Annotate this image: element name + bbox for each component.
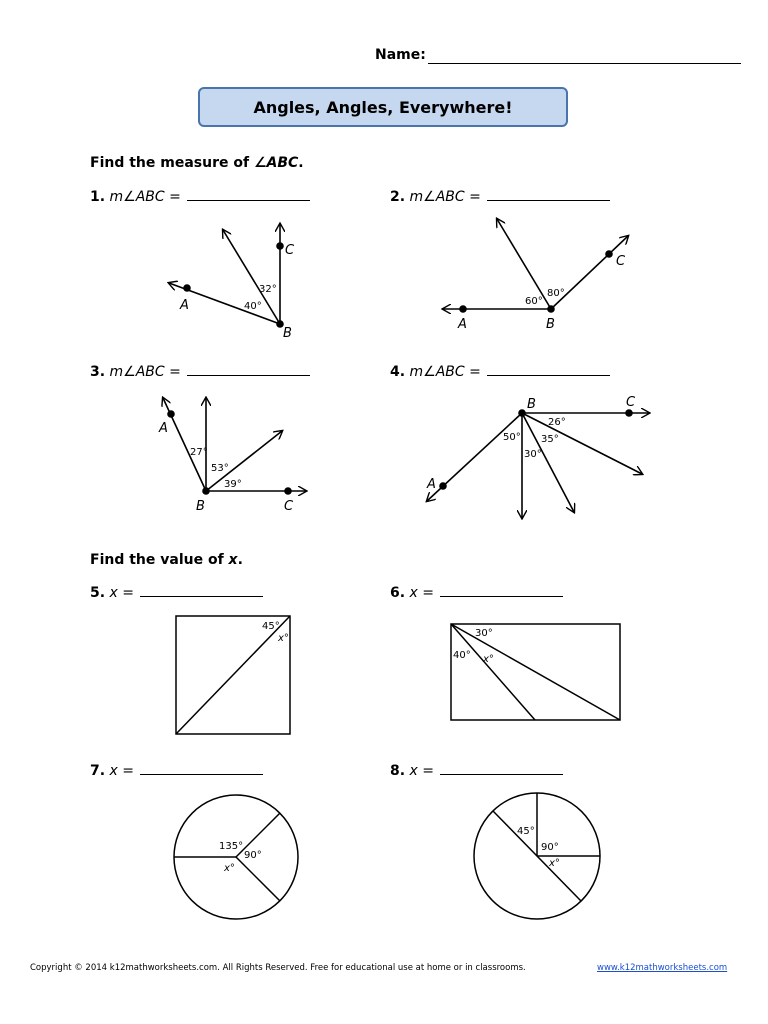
instruction-text: Find the value of bbox=[90, 552, 229, 568]
measure-symbol: m bbox=[409, 364, 424, 380]
problem-number: 5. bbox=[90, 585, 106, 601]
point-c bbox=[276, 242, 284, 250]
website-link[interactable]: www.k12mathworksheets.com bbox=[597, 963, 728, 973]
vertex-b bbox=[518, 409, 526, 417]
angle-label: 53° bbox=[211, 463, 229, 474]
angle-name: ∠ABC bbox=[423, 189, 465, 205]
name-label: Name: bbox=[375, 47, 426, 63]
figure-8 bbox=[474, 793, 600, 919]
radius-lower bbox=[236, 857, 280, 901]
instruction-text: Find the measure of bbox=[90, 155, 254, 171]
variable: x bbox=[409, 763, 418, 779]
vertex-b bbox=[202, 487, 210, 495]
angle-label: 40° bbox=[453, 650, 471, 661]
variable: x bbox=[109, 585, 118, 601]
equals-sign: = bbox=[417, 585, 434, 601]
equals-sign: = bbox=[164, 364, 181, 380]
angle-x-label: x° bbox=[549, 858, 560, 869]
angle-label: 35° bbox=[541, 434, 559, 445]
angle-label: 90° bbox=[244, 850, 262, 861]
angle-label: 45° bbox=[262, 621, 280, 632]
angle-label: 90° bbox=[541, 842, 559, 853]
problem-number: 2. bbox=[390, 189, 406, 205]
label-b: B bbox=[527, 397, 536, 412]
angle-label: 32° bbox=[259, 284, 277, 295]
problem-number: 6. bbox=[390, 585, 406, 601]
angle-label: 135° bbox=[219, 841, 244, 852]
angle-label: 80° bbox=[547, 288, 565, 299]
angle-label: 39° bbox=[224, 479, 242, 490]
copyright-text: Copyright © 2014 k12mathworksheets.com. All Rights Reserved. Free for educational use at home or in classrooms. bbox=[30, 963, 526, 973]
figure-5 bbox=[176, 616, 290, 734]
angle-label: 40° bbox=[244, 301, 262, 312]
measure-symbol: m bbox=[109, 189, 124, 205]
figure-3 bbox=[163, 398, 306, 491]
label-b: B bbox=[546, 317, 555, 332]
angle-name: ∠ABC bbox=[423, 364, 465, 380]
equals-sign: = bbox=[417, 763, 434, 779]
label-c: C bbox=[616, 254, 626, 269]
angle-label: 27° bbox=[190, 447, 208, 458]
ray-middle bbox=[206, 431, 282, 491]
problem-number: 8. bbox=[390, 763, 406, 779]
problem-number: 1. bbox=[90, 189, 106, 205]
ray-middle-2 bbox=[522, 413, 642, 474]
instruction-period: . bbox=[237, 552, 243, 568]
instruction-variable: x bbox=[228, 552, 238, 568]
label-c: C bbox=[284, 499, 294, 514]
label-a: A bbox=[427, 477, 436, 492]
point-a bbox=[183, 284, 191, 292]
segment-1 bbox=[451, 624, 535, 720]
label-b: B bbox=[283, 326, 292, 341]
problem-number: 7. bbox=[90, 763, 106, 779]
angle-name: ∠ABC bbox=[123, 364, 165, 380]
equals-sign: = bbox=[464, 189, 481, 205]
angle-label: 26° bbox=[548, 417, 566, 428]
point-a bbox=[439, 482, 447, 490]
variable: x bbox=[109, 763, 118, 779]
equals-sign: = bbox=[164, 189, 181, 205]
worksheet-title-text: Angles, Angles, Everywhere! bbox=[253, 97, 513, 117]
point-a bbox=[459, 305, 467, 313]
equals-sign: = bbox=[464, 364, 481, 380]
label-a: A bbox=[458, 317, 467, 332]
problem-number: 3. bbox=[90, 364, 106, 380]
label-a: A bbox=[180, 298, 189, 313]
angle-label: 45° bbox=[517, 826, 535, 837]
equals-sign: = bbox=[117, 585, 134, 601]
measure-symbol: m bbox=[409, 189, 424, 205]
angle-name: ∠ABC bbox=[123, 189, 165, 205]
label-b: B bbox=[196, 499, 205, 514]
angle-label: 30° bbox=[524, 449, 542, 460]
label-c: C bbox=[626, 395, 636, 410]
variable: x bbox=[409, 585, 418, 601]
label-c: C bbox=[285, 243, 295, 258]
figure-4 bbox=[427, 413, 649, 518]
angle-x-label: x° bbox=[483, 654, 494, 665]
vertex-b bbox=[547, 305, 555, 313]
diagonal bbox=[176, 616, 290, 734]
ray-middle bbox=[497, 219, 551, 309]
point-c bbox=[284, 487, 292, 495]
angle-label: 60° bbox=[525, 296, 543, 307]
problem-number: 4. bbox=[390, 364, 406, 380]
angle-x-label: x° bbox=[224, 863, 235, 874]
label-a: A bbox=[159, 421, 168, 436]
equals-sign: = bbox=[117, 763, 134, 779]
instruction-period: . bbox=[298, 155, 304, 171]
point-a bbox=[167, 410, 175, 418]
figure-7 bbox=[174, 795, 298, 919]
point-c bbox=[605, 250, 613, 258]
angle-label: 30° bbox=[475, 628, 493, 639]
angle-label: 50° bbox=[503, 432, 521, 443]
angle-x-label: x° bbox=[278, 633, 289, 644]
measure-symbol: m bbox=[109, 364, 124, 380]
instruction-angle: ∠ABC bbox=[253, 155, 299, 171]
point-c bbox=[625, 409, 633, 417]
